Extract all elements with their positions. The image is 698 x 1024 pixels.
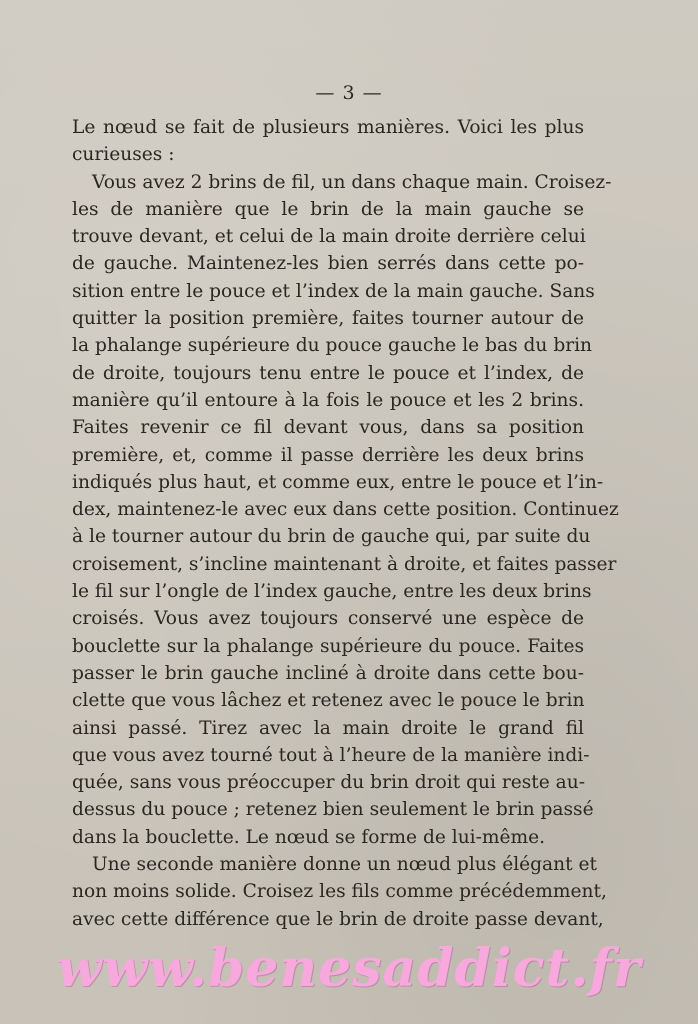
text-line: manière qu’il entoure à la fois le pouce et les 2 brins. <box>72 389 584 411</box>
text-line: dex, maintenez-le avec eux dans cette position. Continuez <box>72 499 619 521</box>
text-line: première, et, comme il passe derrière les deux brins <box>72 444 584 466</box>
text-line: croisés. Vous avez toujours conservé une espèce de <box>72 608 584 630</box>
text-line: indiqués plus haut, et comme eux, entre le pouce et l’in- <box>72 471 604 493</box>
text-line: croisement, s’incline maintenant à droite, et faites passer <box>72 553 617 575</box>
text-line: bouclette sur la phalange supérieure du pouce. Faites <box>72 635 584 657</box>
text-line: Faites revenir ce fil devant vous, dans sa position <box>72 417 584 439</box>
text-line: que vous avez tourné tout à l’heure de la manière indi- <box>72 744 590 766</box>
text-line: non moins solide. Croisez les fils comme précédemment, <box>72 881 607 903</box>
text-line: trouve devant, et celui de la main droite derrière celui <box>72 226 586 248</box>
text-line: les de manière que le brin de la main gauche se <box>72 198 584 220</box>
text-line: quitter la position première, faites tourner autour de <box>72 308 584 330</box>
text-line: dans la bouclette. Le nœud se forme de lui-même. <box>72 826 546 848</box>
text-line: dessus du pouce ; retenez bien seulement le brin passé <box>72 799 594 821</box>
text-line: Vous avez 2 brins de fil, un dans chaque main. Croisez- <box>92 171 612 193</box>
text-line: Le nœud se fait de plusieurs manières. Voici les plus <box>72 117 584 138</box>
page-number: — 3 — <box>315 82 383 104</box>
text-line: le fil sur l’ongle de l’index gauche, entre les deux brins <box>72 581 592 603</box>
text-line: à le tourner autour du brin de gauche qui, par suite du <box>72 526 591 548</box>
watermark: www.benesaddict.fr <box>56 938 642 999</box>
text-line: quée, sans vous préoccuper du brin droit qui reste au- <box>72 772 586 794</box>
text-line: de gauche. Maintenez-les bien serrés dans cette po- <box>72 253 584 275</box>
text-line: Une seconde manière donne un nœud plus élégant et <box>92 854 597 876</box>
text-line: sition entre le pouce et l’index de la main gauche. Sans <box>72 280 595 302</box>
body-text <box>72 114 619 933</box>
text-line: avec cette différence que le brin de droite passe devant, <box>72 908 604 930</box>
text-line: ainsi passé. Tirez avec la main droite le grand fil <box>72 717 584 739</box>
text-line: curieuses : <box>72 144 175 166</box>
text-line: de droite, toujours tenu entre le pouce et l’index, de <box>72 362 584 384</box>
text-line: la phalange supérieure du pouce gauche le bas du brin <box>72 335 593 357</box>
text-line: clette que vous lâchez et retenez avec le pouce le brin <box>72 690 585 712</box>
text-line: passer le brin gauche incliné à droite dans cette bou- <box>72 662 584 684</box>
